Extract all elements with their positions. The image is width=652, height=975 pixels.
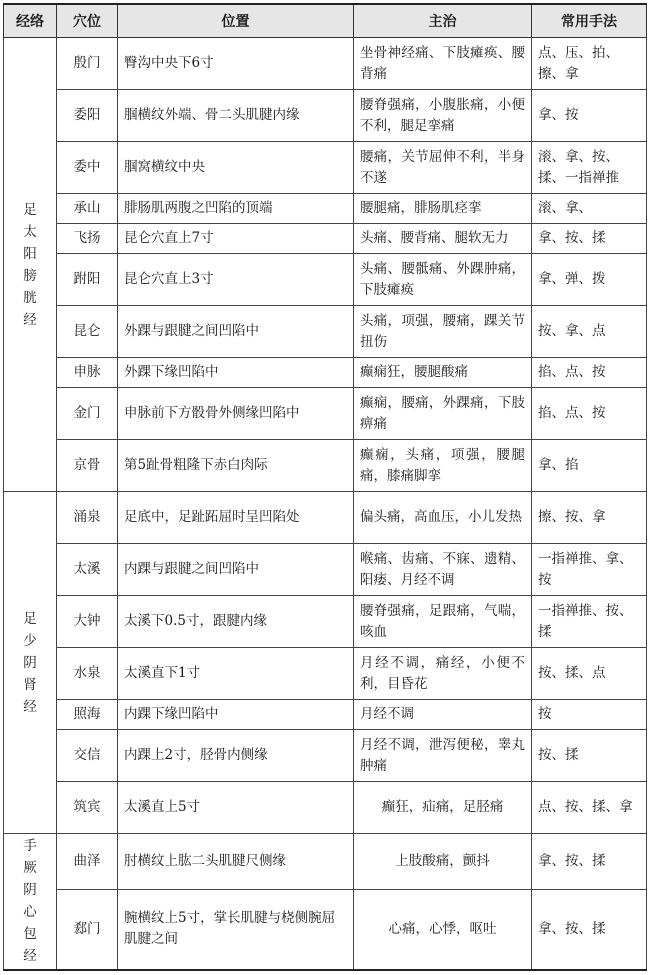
header-location: 位置 — [118, 4, 354, 38]
indication-cell: 癫痫，腰痛，外踝痛，下肢痹痛 — [354, 388, 532, 440]
technique-cell: 一指禅推、拿、按 — [532, 544, 647, 596]
table-row — [4, 358, 647, 388]
indication-cell: 腰脊强痛，小腹胀痛，小便不利，腿足挛痛 — [354, 90, 532, 142]
table-row — [4, 306, 647, 358]
technique-cell: 滚、拿、 — [532, 194, 647, 224]
location-cell: 昆仑穴直上7寸 — [118, 224, 354, 254]
header-row — [4, 4, 647, 38]
point-cell: 照海 — [57, 700, 118, 730]
location-cell: 第5趾骨粗隆下赤白肉际 — [118, 440, 354, 492]
location-cell: 足底中，足趾跖屈时呈凹陷处 — [118, 492, 354, 544]
location-cell: 太溪下0.5寸，跟腱内缘 — [118, 596, 354, 648]
point-cell: 殷门 — [57, 38, 118, 90]
table-row — [4, 890, 647, 970]
table-row — [4, 142, 647, 194]
point-cell: 筑宾 — [57, 782, 118, 834]
point-cell: 委阳 — [57, 90, 118, 142]
point-cell: 涌泉 — [57, 492, 118, 544]
indication-cell: 头痛、腰背痛、腿软无力 — [354, 224, 532, 254]
table-row — [4, 492, 647, 544]
table-row — [4, 834, 647, 890]
technique-cell: 擦、按、拿 — [532, 492, 647, 544]
indication-cell: 喉痛、齿痛、不寐、遗精、阳痿、月经不调 — [354, 544, 532, 596]
technique-cell: 点、按、揉、拿 — [532, 782, 647, 834]
indication-cell: 月经不调 — [354, 700, 532, 730]
location-cell: 太溪直下1寸 — [118, 648, 354, 700]
table-row — [4, 782, 647, 834]
point-cell: 飞扬 — [57, 224, 118, 254]
indication-cell: 癫痫，头痛，项强，腰腿痛，膝痛脚挛 — [354, 440, 532, 492]
location-cell: 申脉前下方骰骨外侧缘凹陷中 — [118, 388, 354, 440]
header-meridian: 经络 — [4, 4, 57, 38]
meridian-cell: 足 太 阳 膀 胱 经 — [4, 38, 57, 492]
location-cell: 内踝下缘凹陷中 — [118, 700, 354, 730]
point-cell: 水泉 — [57, 648, 118, 700]
technique-cell: 滚、拿、按、揉、一指禅推 — [532, 142, 647, 194]
technique-cell: 拿、按、揉 — [532, 224, 647, 254]
indication-cell: 上肢酸痛，颤抖 — [354, 834, 532, 890]
acupoint-table-wrapper — [3, 3, 647, 971]
point-cell: 太溪 — [57, 544, 118, 596]
location-cell: 肘横纹上肱二头肌腱尺侧缘 — [118, 834, 354, 890]
point-cell: 委中 — [57, 142, 118, 194]
location-cell: 臀沟中央下6寸 — [118, 38, 354, 90]
location-cell: 太溪直上5寸 — [118, 782, 354, 834]
indication-cell: 癫狂，疝痛，足胫痛 — [354, 782, 532, 834]
point-cell: 交信 — [57, 730, 118, 782]
acupoint-table — [3, 3, 647, 971]
header-point: 穴位 — [57, 4, 118, 38]
table-row — [4, 648, 647, 700]
table-row — [4, 440, 647, 492]
indication-cell: 腰脊强痛，足跟痛，气喘，咳血 — [354, 596, 532, 648]
location-cell: 腘横纹外端、骨二头肌腱内缘 — [118, 90, 354, 142]
location-cell: 外踝与跟腱之间凹陷中 — [118, 306, 354, 358]
header-technique: 常用手法 — [532, 4, 647, 38]
technique-cell: 拿、按 — [532, 90, 647, 142]
indication-cell: 癫痫狂，腰腿酸痛 — [354, 358, 532, 388]
technique-cell: 按 — [532, 700, 647, 730]
indication-cell: 坐骨神经痛、下肢瘫痪、腰背痛 — [354, 38, 532, 90]
technique-cell: 拿、按、揉 — [532, 890, 647, 970]
indication-cell: 偏头痛，高血压，小儿发热 — [354, 492, 532, 544]
technique-cell: 拿、弹、拨 — [532, 254, 647, 306]
table-row — [4, 194, 647, 224]
indication-cell: 月经不调，痛经，小便不利，目昏花 — [354, 648, 532, 700]
table-row — [4, 224, 647, 254]
technique-cell: 掐、点、按 — [532, 358, 647, 388]
indication-cell: 头痛，项强，腰痛，踝关节扭伤 — [354, 306, 532, 358]
point-cell: 跗阳 — [57, 254, 118, 306]
location-cell: 腓肠肌两腹之凹陷的顶端 — [118, 194, 354, 224]
location-cell: 外踝下缘凹陷中 — [118, 358, 354, 388]
table-row — [4, 38, 647, 90]
table-row — [4, 90, 647, 142]
technique-cell: 拿、掐 — [532, 440, 647, 492]
table-row — [4, 254, 647, 306]
point-cell: 郄门 — [57, 890, 118, 970]
indication-cell: 月经不调，泄泻便秘，睾丸肿痛 — [354, 730, 532, 782]
table-row — [4, 596, 647, 648]
location-cell: 内踝与跟腱之间凹陷中 — [118, 544, 354, 596]
point-cell: 曲泽 — [57, 834, 118, 890]
point-cell: 昆仑 — [57, 306, 118, 358]
table-body — [4, 38, 647, 970]
location-cell: 昆仑穴直上3寸 — [118, 254, 354, 306]
location-cell: 内踝上2寸，胫骨内侧缘 — [118, 730, 354, 782]
meridian-cell: 手 厥 阴 心 包 经 — [4, 834, 57, 970]
technique-cell: 按、揉、点 — [532, 648, 647, 700]
indication-cell: 头痛、腰骶痛、外踝肿痛，下肢瘫痪 — [354, 254, 532, 306]
indication-cell: 腰痛，关节屈伸不利，半身不遂 — [354, 142, 532, 194]
technique-cell: 按、拿、点 — [532, 306, 647, 358]
technique-cell: 点、压、拍、擦、拿 — [532, 38, 647, 90]
table-row — [4, 700, 647, 730]
point-cell: 承山 — [57, 194, 118, 224]
point-cell: 金门 — [57, 388, 118, 440]
header-indication: 主治 — [354, 4, 532, 38]
table-row — [4, 730, 647, 782]
technique-cell: 一指禅推、按、揉 — [532, 596, 647, 648]
point-cell: 申脉 — [57, 358, 118, 388]
table-row — [4, 544, 647, 596]
location-cell: 腕横纹上5寸，掌长肌腱与桡侧腕屈肌腱之间 — [118, 890, 354, 970]
technique-cell: 按、揉 — [532, 730, 647, 782]
location-cell: 腘窝横纹中央 — [118, 142, 354, 194]
indication-cell: 心痛，心悸，呕吐 — [354, 890, 532, 970]
table-row — [4, 388, 647, 440]
meridian-cell: 足 少 阴 肾 经 — [4, 492, 57, 834]
point-cell: 大钟 — [57, 596, 118, 648]
technique-cell: 掐、点、按 — [532, 388, 647, 440]
technique-cell: 拿、按、揉 — [532, 834, 647, 890]
indication-cell: 腰腿痛，腓肠肌痉挛 — [354, 194, 532, 224]
point-cell: 京骨 — [57, 440, 118, 492]
